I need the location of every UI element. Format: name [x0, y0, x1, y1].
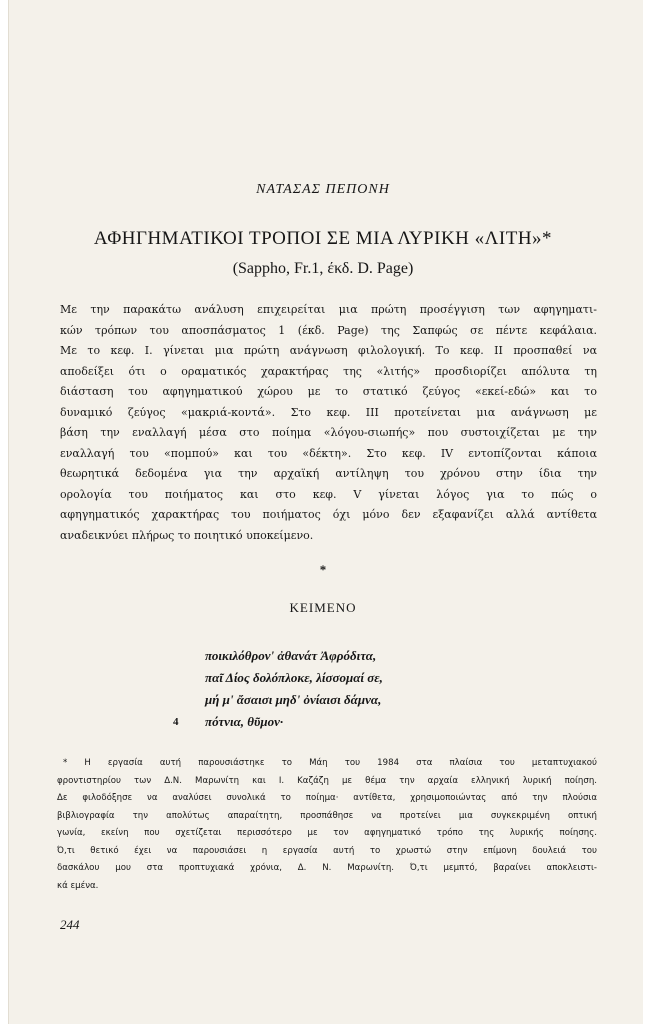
- footnote: [57, 755, 597, 895]
- footnote-line: γωνία, εκείνη που σχετίζεται περισσότερο με τον αφηγηματικό τρόπο της λυρικής ποίησης.: [57, 828, 597, 838]
- poem-verse-text: πότνια, θῦμον·: [205, 714, 284, 729]
- poem-verse: μή μ' ἄσαισι μηδ' ὀνίαισι δάμνα,: [205, 692, 382, 707]
- abstract-line: βάση την εναλλαγή μέσα στο ποίημα «λόγου-σιωπής» που συστοιχίζεται με την: [60, 426, 597, 439]
- abstract-line: θεωρητικά δεδομένα για την αρχαϊκή αντίληψη του χρόνου στην ίδια την: [60, 467, 597, 480]
- footnote-line: δασκάλου μου στα προπτυχιακά χρόνια, Δ. Ν. Μαρωνίτη. Ό,τι μεμπτό, βαραίνει αποκλειστι-: [57, 863, 597, 873]
- verse-number: 4: [173, 716, 179, 728]
- poem-text: [173, 645, 383, 733]
- abstract-line: δυναμικό ζεύγος «μακριά-κοντά». Στο κεφ. ΙΙΙ προτείνεται μια ανάγνωση με: [60, 405, 597, 419]
- section-separator: *: [319, 562, 327, 577]
- poem-verse-4: [173, 711, 383, 733]
- poem-verse: ποικιλόθρον' ἀθανάτ Ἀφρόδιτα,: [205, 648, 377, 663]
- footnote-line: βιβλιογραφία την απολύτως απαραίτητη, προσπάθησε να προτείνει μια συγκεκριμένη οπτική: [57, 810, 597, 821]
- author-name: ΝΑΤΑΣΑΣ ΠΕΠΟΝΗ: [256, 182, 390, 197]
- abstract-line: αναδεικνύει πλήρως το ποιητικό υποκείμενο.: [60, 528, 314, 542]
- footnote-line: Ό,τι θετικό έχει να παρουσιάσει η εργασία αυτή το χρωστώ στην επίμονη δουλειά του: [57, 845, 597, 856]
- footnote-line: * Η εργασία αυτή παρουσιάστηκε το Μάη του 1984 στα πλαίσια του μεταπτυχιακού: [63, 758, 597, 768]
- article-subtitle: (Sappho, Fr.1, έκδ. D. Page): [232, 260, 414, 277]
- abstract-line: εναλλαγή του «πομπού» και του «δέκτη». Στο κεφ. IV εντοπίζονται κάποια: [60, 446, 597, 460]
- abstract-paragraph: [60, 300, 597, 546]
- footnote-line: Δε φιλοδόξησε να αναλύσει συνολικά το ποίημα· αντίθετα, χρησιμοποιώντας από την πλούσια: [57, 793, 597, 803]
- abstract-line: αποδείξει ότι ο οραματικός χαρακτήρας της «λιτής» προσδιορίζει απόλυτα τη: [60, 364, 597, 378]
- abstract-line: κών τρόπων του αποσπάσματος 1 (έκδ. Page) της Σαπφώς σε πέντε κεφάλαια.: [60, 323, 597, 337]
- abstract-line: Με την παρακάτω ανάλυση επιχειρείται μια πρώτη προσέγγιση των αφηγηματι-: [60, 303, 597, 316]
- section-heading-text: ΚΕΙΜΕΝΟ: [289, 600, 357, 615]
- footnote-line: κά εμένα.: [57, 880, 99, 891]
- footnote-line: φροντιστηρίου των Δ.Ν. Μαρωνίτη και Ι. Καζάζη με θέμα την αρχαία ελληνική λυρική ποίηση.: [57, 775, 597, 786]
- abstract-line: διάσταση του αφηγηματικού χώρου με το στατικό ζεύγος «εκεί-εδώ» και το: [60, 385, 597, 398]
- article-title: ΑΦΗΓΗΜΑΤΙΚΟΙ ΤΡΟΠΟΙ ΣΕ ΜΙΑ ΛΥΡΙΚΗ «ΛΙΤΗ»*: [93, 228, 553, 249]
- page-number: 244: [60, 917, 80, 932]
- abstract-line: ορολογία του ποιήματος και στο κεφ. V γίνεται λόγος για το πώς ο: [60, 487, 597, 501]
- poem-verse: παῖ Δίος δολόπλοκε, λίσσομαί σε,: [205, 670, 383, 685]
- abstract-line: αφηγηματικός χαρακτήρας του ποιήματος όχι μόνο δεν εξαφανίζει αλλά αντίθετα: [60, 508, 597, 521]
- abstract-line: Με το κεφ. Ι. γίνεται μια πρώτη ανάγνωση φιλολογική. Το κεφ. ΙΙ προσπαθεί να: [60, 344, 597, 357]
